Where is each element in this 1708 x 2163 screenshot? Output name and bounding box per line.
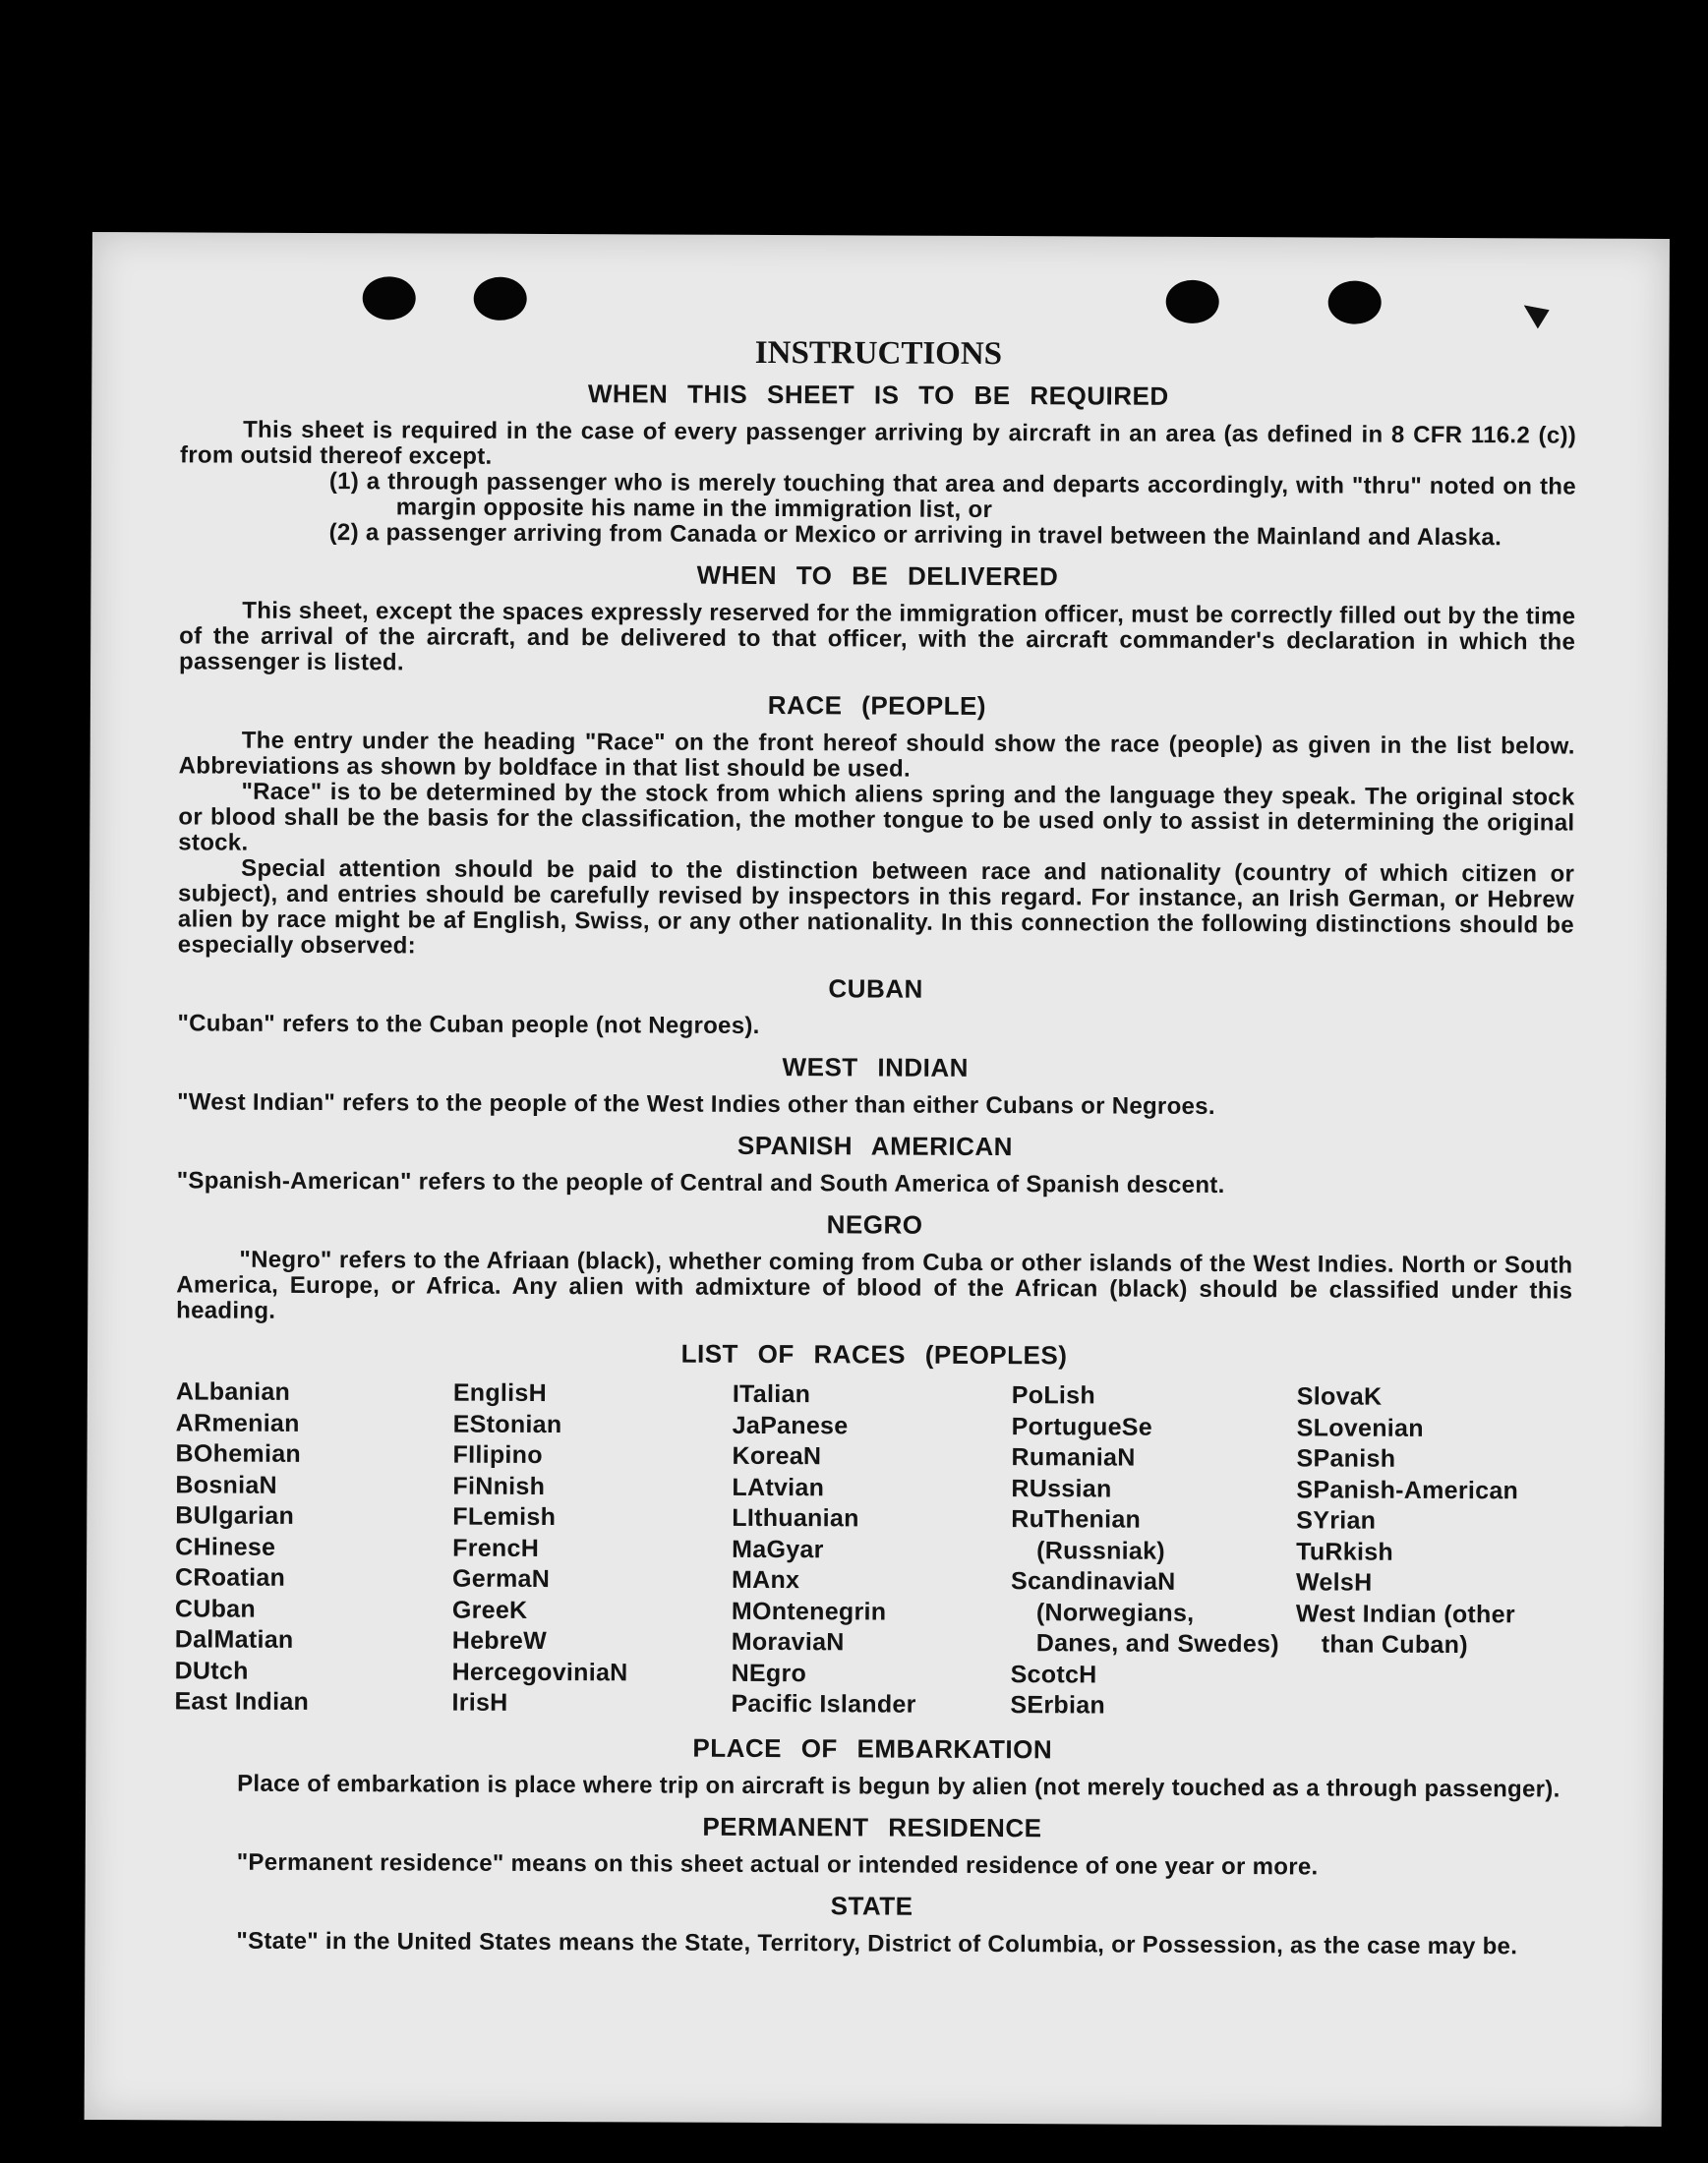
race-item: ScandinaviaN (Norwegians, Danes, and Swedes) [1010, 1567, 1279, 1659]
race-paragraph-1: The entry under the heading "Race" on the front hereof should show the race (people) as given in the list below. Abbreviations as shown by boldface in that list should be used. [178, 727, 1575, 783]
race-item: SErbian [1010, 1691, 1106, 1720]
instructions-content [173, 330, 1576, 1959]
race-item: EStonian [452, 1410, 562, 1438]
race-item: BUlgarian [175, 1501, 295, 1530]
race-item: West Indian (other than Cuban) [1295, 1599, 1515, 1660]
race-item: PortugueSe [1011, 1412, 1153, 1441]
race-item: BosniaN [175, 1470, 278, 1499]
race-item: RumaniaN [1011, 1443, 1136, 1472]
punch-hole [1166, 280, 1219, 323]
page-title: INSTRUCTIONS [754, 334, 1003, 373]
race-item: JaPanese [732, 1411, 849, 1439]
residence-body: "Permanent residence" means on this sheet actual or intended residence of one year or more. [236, 1848, 1319, 1880]
race-item: DalMatian [174, 1625, 294, 1654]
document-sheet [85, 232, 1670, 2127]
race-item: PoLish [1011, 1381, 1096, 1410]
heading-list-of-races: LIST OF RACES (PEOPLES) [680, 1338, 1068, 1371]
west-indian-body: "West Indian" refers to the people of the West Indies other than either Cubans or Negroes. [177, 1088, 1215, 1120]
race-item: WelsH [1295, 1568, 1373, 1597]
race-item: Pacific Islander [731, 1689, 916, 1719]
race-item: ARmenian [175, 1408, 300, 1437]
when-required-body: This sheet is required in the case of every passenger arriving by aircraft in an area (as defined in 8 CFR 116.2 (c)) from outsid thereof except. [179, 416, 1577, 470]
heading-permanent-residence: PERMANENT RESIDENCE [702, 1811, 1042, 1842]
punch-hole [363, 276, 416, 320]
race-item: TuRkish [1296, 1537, 1394, 1566]
race-paragraph-3: Special attention should be paid to the distinction between race and nationality (country of which citizen or subject), and entries should be carefully revised by inspectors in this regard. For instance, an Irish German, or Hebrew alien by race might be af English, Swiss, or any other nationality. In this connection the following distinctions should be especially observed: [177, 854, 1575, 960]
heading-west-indian: WEST INDIAN [782, 1052, 970, 1082]
spanish-american-body: "Spanish-American" refers to the people of Central and South America of Spanish descent. [176, 1167, 1225, 1199]
race-item: CHinese [175, 1532, 276, 1561]
heading-cuban: CUBAN [828, 973, 923, 1004]
race-item: MAnx [731, 1565, 800, 1595]
race-item: SPanish [1296, 1444, 1396, 1473]
race-item: FLemish [452, 1502, 557, 1532]
punch-hole [474, 277, 527, 321]
race-item: RUssian [1011, 1474, 1112, 1503]
race-item: SLovenian [1296, 1413, 1424, 1442]
race-item: HercegoviniaN [451, 1658, 628, 1686]
race-item: FIlipino [452, 1440, 543, 1470]
race-item: EnglisH [452, 1378, 548, 1408]
race-item: MaGyar [732, 1535, 824, 1563]
race-item: HebreW [451, 1626, 548, 1656]
race-item: SYrian [1296, 1506, 1377, 1535]
heading-state: STATE [830, 1890, 913, 1921]
race-column [451, 1378, 733, 1721]
exception-item-2: (2) a passenger arriving from Canada or Mexico or arriving in travel between the Mainland and Alaska. [328, 519, 1502, 552]
embarkation-body: Place of embarkation is place where trip on aircraft is begun by alien (not merely touched as a through passenger). [237, 1770, 1561, 1803]
punch-hole [1328, 280, 1382, 323]
race-item: FrencH [452, 1534, 540, 1562]
negro-body: "Negro" refers to the Afriaan (black), whether coming from Cuba or other islands of the West Indies. North or South America, Europe, or Africa. Any alien with admixture of blood of the African (black) should be classified under this heading. [176, 1246, 1573, 1324]
race-column [174, 1376, 453, 1719]
race-column [1010, 1380, 1297, 1723]
race-item: NEgro [731, 1659, 807, 1687]
race-item: GreeK [451, 1596, 528, 1624]
race-item: FiNnish [452, 1472, 546, 1500]
heading-when-required: WHEN THIS SHEET IS TO BE REQUIRED [587, 379, 1169, 411]
heading-embarkation: PLACE OF EMBARKATION [692, 1732, 1053, 1764]
race-item: SlovaK [1296, 1382, 1383, 1411]
heading-race: RACE (PEOPLE) [767, 690, 987, 721]
races-list [174, 1376, 1571, 1724]
race-item: ITalian [732, 1379, 811, 1409]
race-item: BOhemian [175, 1439, 302, 1468]
race-item: KoreaN [732, 1441, 822, 1471]
ink-mark [1524, 305, 1550, 328]
race-item: LAtvian [732, 1473, 825, 1501]
race-item: MOntenegrin [731, 1597, 887, 1626]
race-item: SPanish-American [1296, 1475, 1519, 1504]
race-item: ALbanian [175, 1377, 291, 1406]
race-item: MoraviaN [731, 1627, 845, 1657]
race-item: RuThenian (Russniak) [1011, 1505, 1166, 1565]
race-item: CRoatian [174, 1563, 286, 1592]
race-item: CUban [174, 1594, 257, 1623]
race-item: DUtch [174, 1656, 249, 1685]
heading-negro: NEGRO [826, 1209, 923, 1240]
race-item: ScotcH [1010, 1660, 1097, 1688]
cuban-body: "Cuban" refers to the Cuban people (not Negroes). [177, 1010, 760, 1039]
race-column [1295, 1381, 1572, 1724]
heading-when-delivered: WHEN TO BE DELIVERED [696, 559, 1059, 592]
exception-item-1: (1) a through passenger who is merely touching that area and departs accordingly, with "thru" noted on the margin opposite his name in the immigration list, or [328, 468, 1576, 523]
when-delivered-body: This sheet, except the spaces expressly reserved for the immigration officer, must be correctly filled out by the time of the arrival of the aircraft, and be delivered to that officer, with the aircraft commander's declaration in which the passenger is listed. [179, 597, 1576, 676]
race-item: GermaN [451, 1564, 551, 1594]
state-body: "State" in the United States means the State, Territory, District of Columbia, or Possession, as the case may be. [236, 1927, 1518, 1959]
race-column [731, 1379, 1012, 1722]
race-paragraph-2: "Race" is to be determined by the stock from which aliens spring and the language they speak. The original stock or blood shall be the basis for the classification, the mother tongue to be used only to assist in determining the original stock. [178, 778, 1575, 856]
race-item: LIthuanian [732, 1503, 859, 1533]
race-item: East Indian [174, 1687, 310, 1716]
heading-spanish-american: SPANISH AMERICAN [736, 1130, 1014, 1162]
race-item: IrisH [451, 1688, 508, 1717]
